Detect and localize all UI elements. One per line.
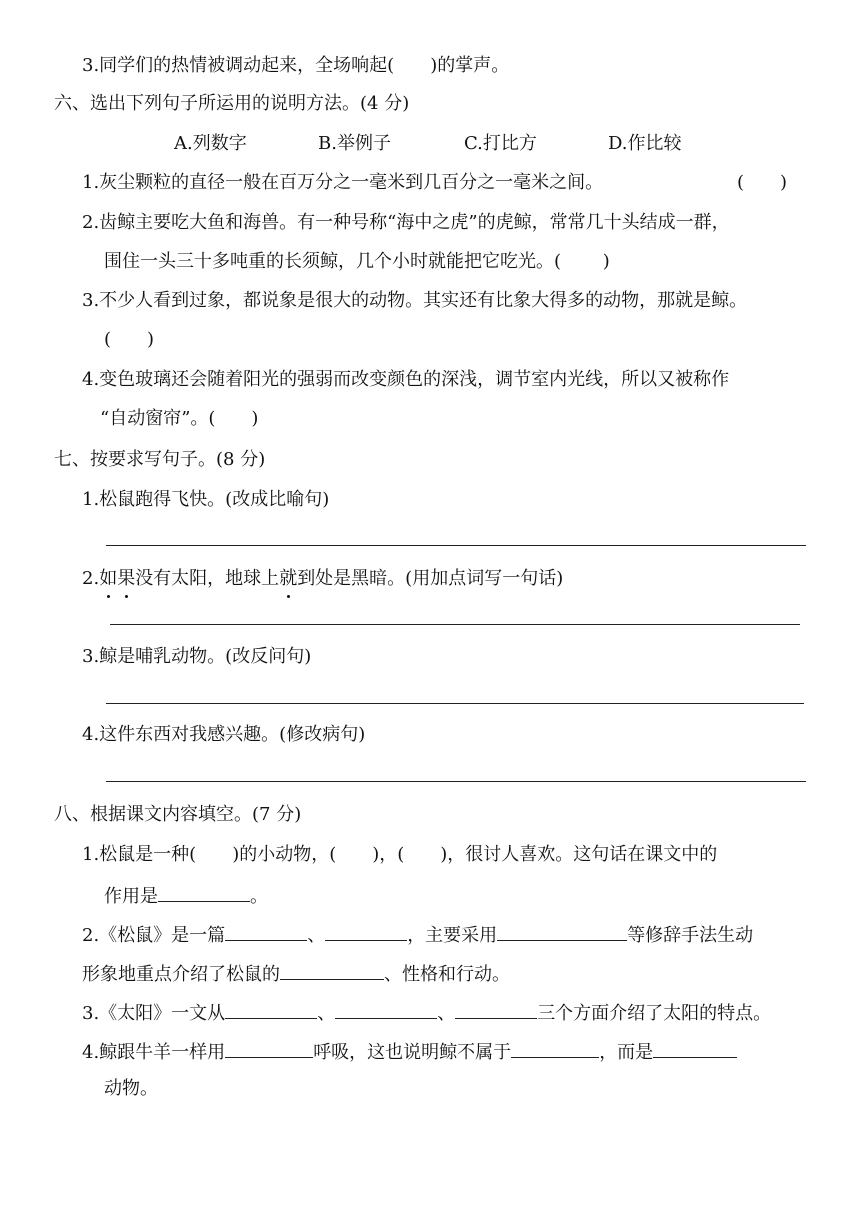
fill-blank[interactable] (325, 920, 407, 941)
s6-q2-line2: 围住一头三十多吨重的长须鲸，几个小时就能把它吃光。( ) (104, 251, 610, 272)
fill-blank[interactable] (497, 920, 627, 941)
s7-q4-answer-line[interactable] (106, 781, 806, 782)
option-c: C.打比方 (464, 133, 537, 154)
s6-q4-line1: 4.变色玻璃还会随着阳光的强弱而改变颜色的深浅，调节室内光线，所以又被称作 (82, 369, 730, 390)
dotted-char: 就 (279, 566, 297, 592)
s6-q1: 1.灰尘颗粒的直径一般在百万分之一毫米到几百分之一毫米之间。 (82, 172, 604, 193)
section-7-title: 七、按要求写句子。(8 分) (54, 449, 266, 470)
option-b: B.举例子 (318, 133, 391, 154)
s8-q4-line2: 动物。 (104, 1078, 158, 1099)
s7-q2-answer-line[interactable] (110, 624, 800, 625)
s6-q4-line2: “自动窗帘”。( ) (100, 408, 259, 429)
fill-blank[interactable] (511, 1037, 599, 1058)
s7-q1: 1.松鼠跑得飞快。(改成比喻句) (82, 489, 330, 510)
s6-q1-answer-paren: ( ) (737, 172, 788, 193)
fill-blank[interactable] (225, 1037, 313, 1058)
section-6-title: 六、选出下列句子所运用的说明方法。(4 分) (54, 93, 410, 114)
option-a: A.列数字 (174, 133, 247, 154)
s7-q2: 2.如果没有太阳，地球上就到处是黑暗。(用加点词写一句话) (82, 566, 563, 592)
s5-item-3: 3.同学们的热情被调动起来，全场响起( )的掌声。 (82, 55, 510, 76)
fill-blank[interactable] (225, 920, 307, 941)
fill-blank[interactable] (455, 998, 537, 1019)
s7-q3-answer-line[interactable] (106, 703, 804, 704)
fill-blank[interactable] (280, 959, 384, 980)
s6-q3-line2: ( ) (104, 329, 155, 350)
fill-blank[interactable] (158, 881, 250, 902)
s8-q3: 3.《太阳》一文从 、 、 三个方面介绍了太阳的特点。 (82, 998, 771, 1027)
fill-blank[interactable] (653, 1037, 737, 1058)
s7-q4: 4.这件东西对我感兴趣。(修改病句) (82, 724, 366, 745)
s8-q1-line2: 作用是 。 (104, 881, 268, 910)
s8-q2-line1: 2.《松鼠》是一篇 、 ，主要采用 等修辞手法生动 (82, 920, 753, 949)
s8-q4-line1: 4.鲸跟牛羊一样用 呼吸，这也说明鲸不属于 ，而是 (82, 1037, 737, 1066)
s6-q2-line1: 2.齿鲸主要吃大鱼和海兽。有一种号称“海中之虎”的虎鲸，常常几十头结成一群， (82, 212, 730, 233)
s6-q3-line1: 3.不少人看到过象，都说象是很大的动物。其实还有比象大得多的动物，那就是鲸。 (82, 290, 748, 311)
dotted-char: 果 (117, 566, 135, 592)
section-8-title: 八、根据课文内容填空。(7 分) (54, 804, 302, 825)
dotted-char: 如 (99, 566, 117, 592)
s7-q3: 3.鲸是哺乳动物。(改反问句) (82, 646, 312, 667)
fill-blank[interactable] (225, 998, 317, 1019)
s8-q2-line2: 形象地重点介绍了松鼠的 、性格和行动。 (82, 959, 510, 988)
s7-q1-answer-line[interactable] (106, 545, 806, 546)
option-d: D.作比较 (608, 133, 682, 154)
s8-q1-line1: 1.松鼠是一种( )的小动物，( )，( )，很讨人喜欢。这句话在课文中的 (82, 844, 718, 865)
fill-blank[interactable] (335, 998, 437, 1019)
